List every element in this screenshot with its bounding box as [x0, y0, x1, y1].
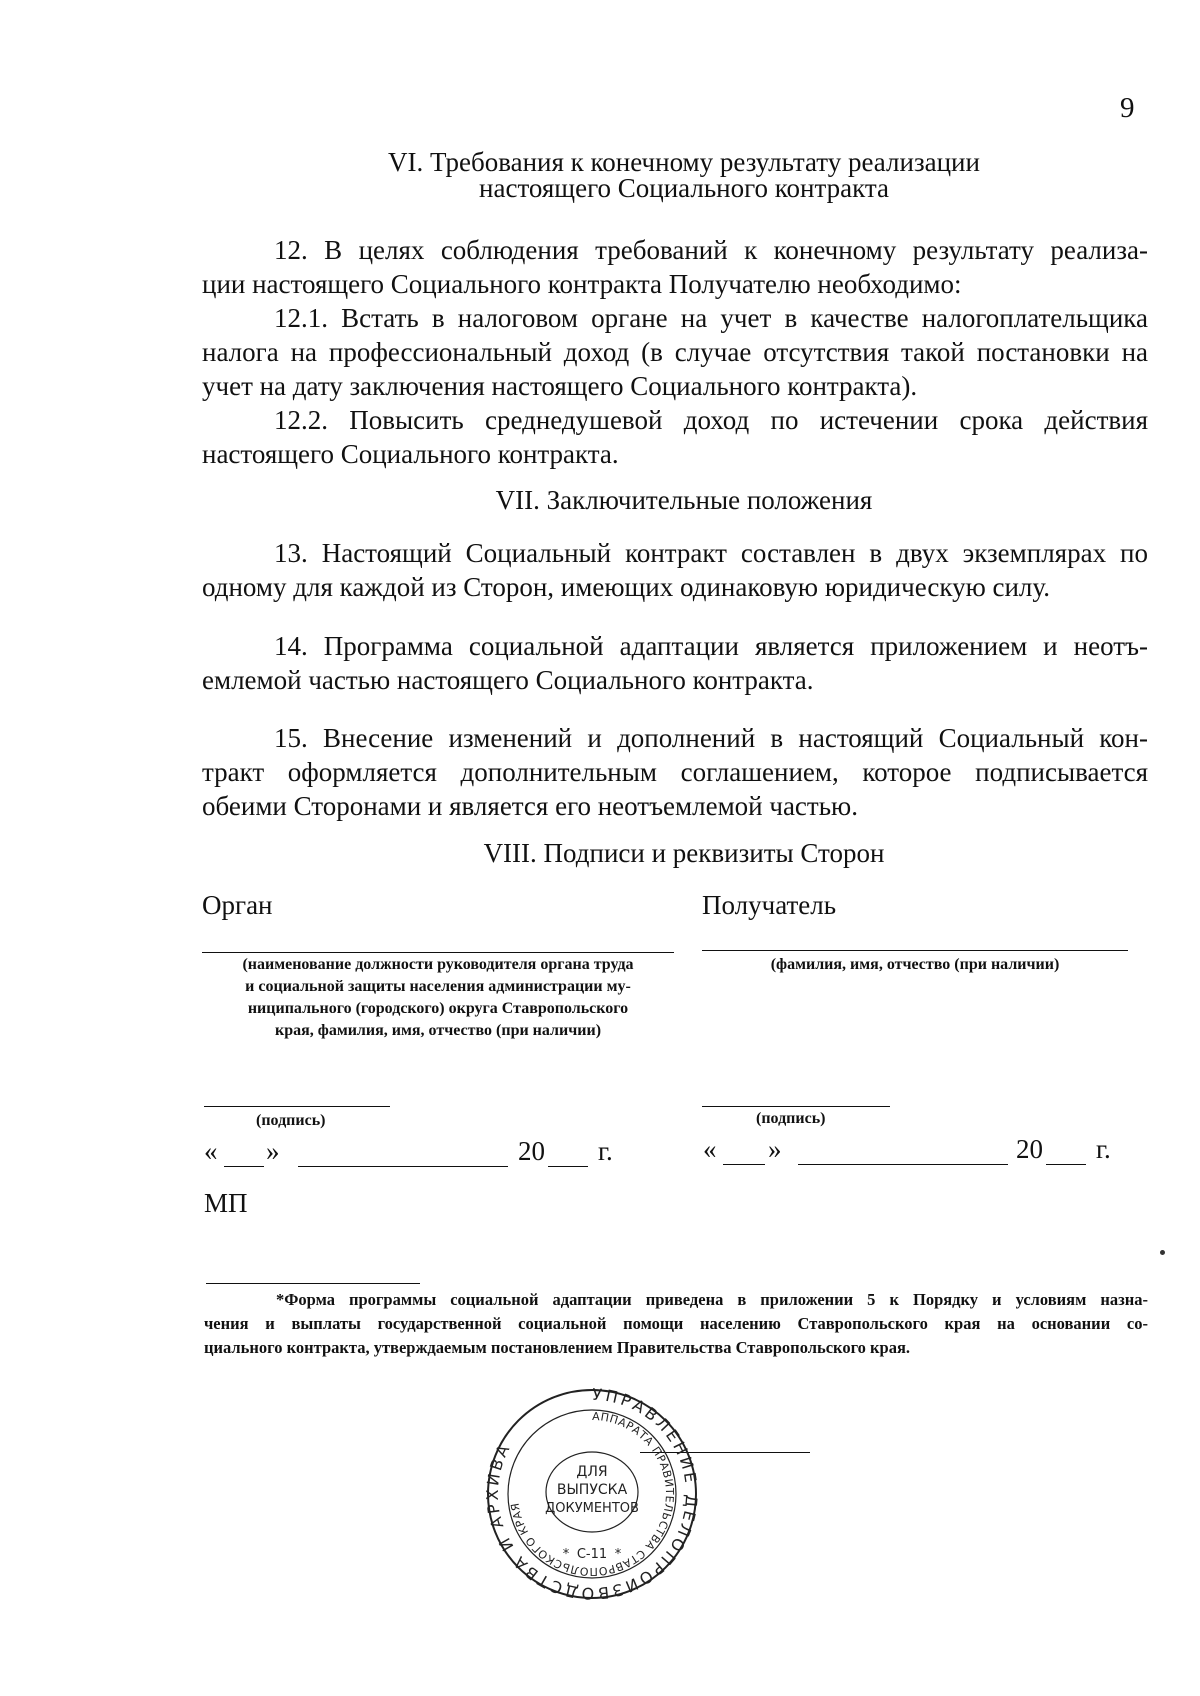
recipient-date-close-quote: »: [768, 1134, 782, 1164]
stamp-center-line-2: ВЫПУСКА: [556, 1482, 628, 1498]
clause-15-line-3: обеими Сторонами и является его неотъемлемой частью.: [202, 791, 858, 821]
recipient-date-open-quote: «: [703, 1134, 717, 1164]
clause-15-line-1: 15. Внесение изменений и дополнений в настоящий Социальный кон-: [274, 723, 1148, 753]
clause-14-line-2: емлемой частью настоящего Социального контракта.: [202, 665, 814, 695]
document-release-stamp: [484, 1386, 700, 1602]
organ-caption-line-4: края, фамилия, имя, отчество (при наличии): [274, 1022, 602, 1039]
recipient-day-blank: [723, 1164, 765, 1165]
section-7-title: VII. Заключительные положения: [495, 485, 873, 515]
organ-caption: [202, 954, 674, 1042]
organ-date-open-quote: «: [204, 1136, 218, 1166]
section-6-title-line-2: настоящего Социального контракта: [479, 173, 889, 203]
footnote-separator: [206, 1283, 420, 1284]
organ-year-prefix: 20: [518, 1136, 545, 1166]
organ-signature-line: [204, 1106, 390, 1107]
organ-caption-line-1: (наименование должности руководителя органа труда: [242, 956, 634, 973]
clause-13-line-1: 13. Настоящий Социальный контракт составлен в двух экземплярах по: [274, 538, 1148, 568]
clause-12-2-line-1: 12.2. Повысить среднедушевой доход по истечении срока действия: [274, 405, 1148, 435]
clause-12-1-line-2: налога на профессиональный доход (в случае отсутствия такой постановки на: [202, 337, 1148, 367]
organ-year-blank: [548, 1166, 588, 1167]
organ-date-close-quote: »: [266, 1136, 280, 1166]
clause-12-1-line-1: 12.1. Встать в налоговом органе на учет в качестве налогоплательщика: [274, 303, 1148, 333]
stamp-star-right: *: [614, 1547, 622, 1562]
seal-place-label: МП: [204, 1188, 248, 1218]
clause-14-line-1: 14. Программа социальной адаптации является приложением и неотъ-: [274, 631, 1148, 661]
clause-12-2-line-2: настоящего Социального контракта.: [202, 439, 619, 469]
page-number: 9: [1120, 92, 1135, 124]
recipient-year-prefix: 20: [1016, 1134, 1043, 1164]
recipient-signature-line: [702, 1106, 890, 1107]
stamp-star-left: *: [562, 1547, 570, 1562]
recipient-month-blank: [798, 1164, 1008, 1165]
clause-15-line-2: тракт оформляется дополнительным соглашением, которое подписывается: [202, 757, 1148, 787]
stamp-code: С-11: [576, 1547, 608, 1562]
organ-name-line: [202, 952, 674, 953]
footnote: [204, 1288, 1148, 1360]
section-6-title-line-1: VI. Требования к конечному результату реализации: [388, 147, 980, 177]
footnote-line-3: циального контракта, утверждаемым постановлением Правительства Ставропольского края.: [204, 1338, 911, 1357]
recipient-year-blank: [1046, 1164, 1086, 1165]
recipient-caption: (фамилия, имя, отчество (при наличии): [770, 956, 1060, 973]
recipient-label: Получатель: [702, 890, 837, 920]
section-8-title: VIII. Подписи и реквизиты Сторон: [483, 838, 885, 868]
clause-13-line-2: одному для каждой из Сторон, имеющих одинаковую юридическую силу.: [202, 572, 1050, 602]
clause-12-1-line-3: учет на дату заключения настоящего Социального контракта).: [202, 371, 918, 401]
organ-signature-caption: (подпись): [256, 1112, 326, 1129]
stamp-center-line-3: ДОКУМЕНТОВ: [545, 1501, 639, 1516]
organ-month-blank: [298, 1166, 508, 1167]
stamp-graphic: [484, 1386, 700, 1602]
stamp-inner-text: АППАРАТА ПРАВИТЕЛЬСТВА СТАВРОПОЛЬСКОГО КРАЯ: [508, 1409, 677, 1579]
organ-caption-line-3: ниципального (городского) округа Ставропольского: [247, 1000, 629, 1017]
scan-speck: [1160, 1250, 1165, 1255]
clause-12-line-2: ции настоящего Социального контракта Получателю необходимо:: [202, 269, 962, 299]
clause-12-line-1: 12. В целях соблюдения требований к конечному результату реализа-: [274, 235, 1148, 265]
organ-year-suffix: г.: [598, 1136, 613, 1166]
footnote-line-1: *Форма программы социальной адаптации приведена в приложении 5 к Порядку и условиям назна-: [276, 1290, 1148, 1309]
organ-label: Орган: [202, 890, 273, 920]
stamp-outer-text: УПРАВЛЕНИЕ ДЕЛОПРОИЗВОДСТВА И АРХИВА: [484, 1386, 700, 1602]
recipient-year-suffix: г.: [1096, 1134, 1111, 1164]
footnote-line-2: чения и выплаты государственной социальной помощи населению Ставропольского края на основании со-: [204, 1314, 1148, 1333]
organ-day-blank: [224, 1166, 264, 1167]
stamp-center-line-1: ДЛЯ: [576, 1464, 608, 1480]
recipient-name-line: [702, 950, 1128, 951]
recipient-signature-caption: (подпись): [756, 1110, 826, 1127]
organ-caption-line-2: и социальной защиты населения администрации му-: [245, 978, 631, 995]
